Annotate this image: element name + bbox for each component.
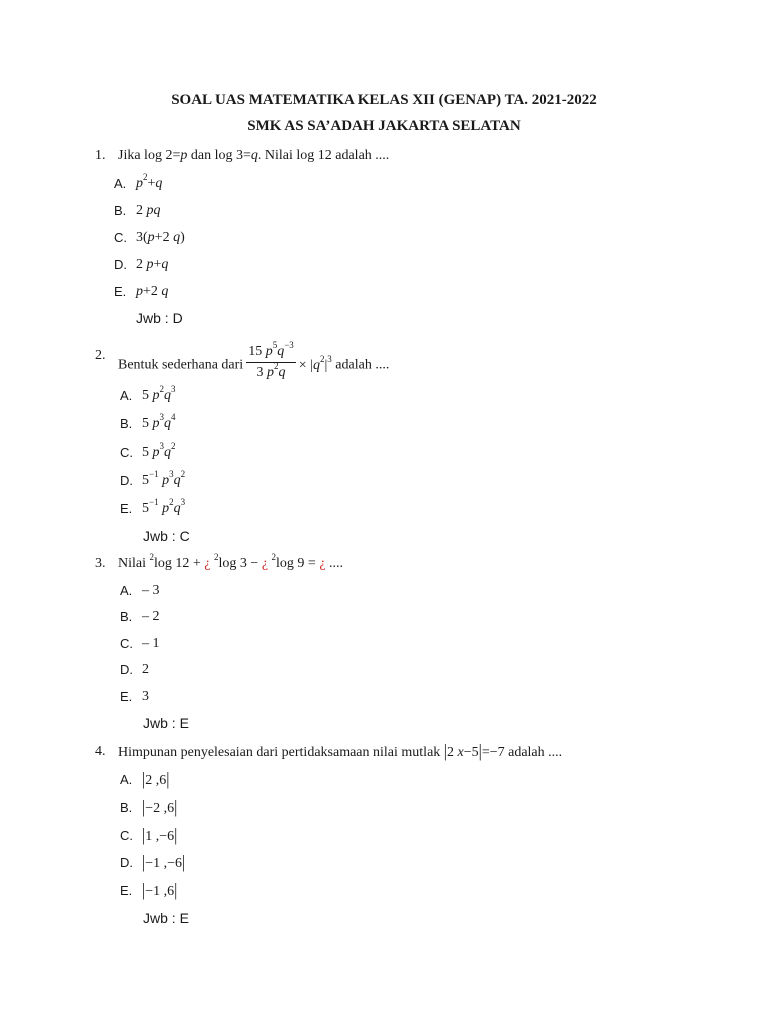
document-page: SOAL UAS MATEMATIKA KELAS XII (GENAP) TA. 2021-2022 SMK AS SA’ADAH JAKARTA SELATAN 1. Jika log 2=p dan log 3=q. Nilai log 12 adalah .... A. $p^2+q$ B. 2 pq C. 3(p+2 q) D. 2 p+q E. p+2 q Jwb : D 2. Bentuk sederhana dari $\frac{15 p^5q^{-3}}{3 p^2q}$ × $|q^2|^3$ adalah .... A. 5 $p^2q^3$ B. 5 $p^3q^4$ C. 5 $p^3q^2$ D. $5^{-1}$ $p^3q^2$ E. $5^{-1}$ $p^2q^3$ Jwb : C 3. Nilai $^2$log 12 + ¿ $^2$log 3 − ¿ $^2$log 9 = ¿ .... A. – 3 B. – 2 C. – 1 D. 2 E. 3 Jwb : E 4. Himpunan penyelesaian dari pertidaksamaan nilai mutlak |2 x−5|=−7 adalah .... A. |2 ,6| B. |−2 ,6| C. |1 ,−6| D. |−1 ,−6| E. |−1 ,6| Jwb : E [0, 0, 768, 1024]
question-number: 4. [95, 744, 106, 759]
document-title: SOAL UAS MATEMATIKA KELAS XII (GENAP) TA. 2021-2022 [171, 92, 597, 108]
q2-answer: Jwb : C [143, 528, 190, 544]
question-text: Himpunan penyelesaian dari pertidaksamaan nilai mutlak |2 x−5|=−7 adalah .... [118, 741, 563, 762]
q3-answer: Jwb : E [143, 715, 189, 731]
q1-answer: Jwb : D [136, 310, 183, 326]
question-text: Bentuk sederhana dari $\frac{15 p^5q^{-3}}{3 p^2q}$ × $|q^2|^3$ adalah .... [118, 340, 390, 380]
q4-answer: Jwb : E [143, 910, 189, 926]
question-number: 3. [95, 556, 106, 571]
question-number: 2. [95, 348, 106, 363]
question-number: 1. [95, 148, 106, 163]
school-name: SMK AS SA’ADAH JAKARTA SELATAN [247, 118, 521, 134]
question-text: Nilai $^2$log 12 + ¿ $^2$log 3 − ¿ $^2$log 9 = ¿ .... [118, 552, 344, 571]
question-text: Jika log 2=p dan log 3=q. Nilai log 12 adalah .... [118, 148, 390, 163]
